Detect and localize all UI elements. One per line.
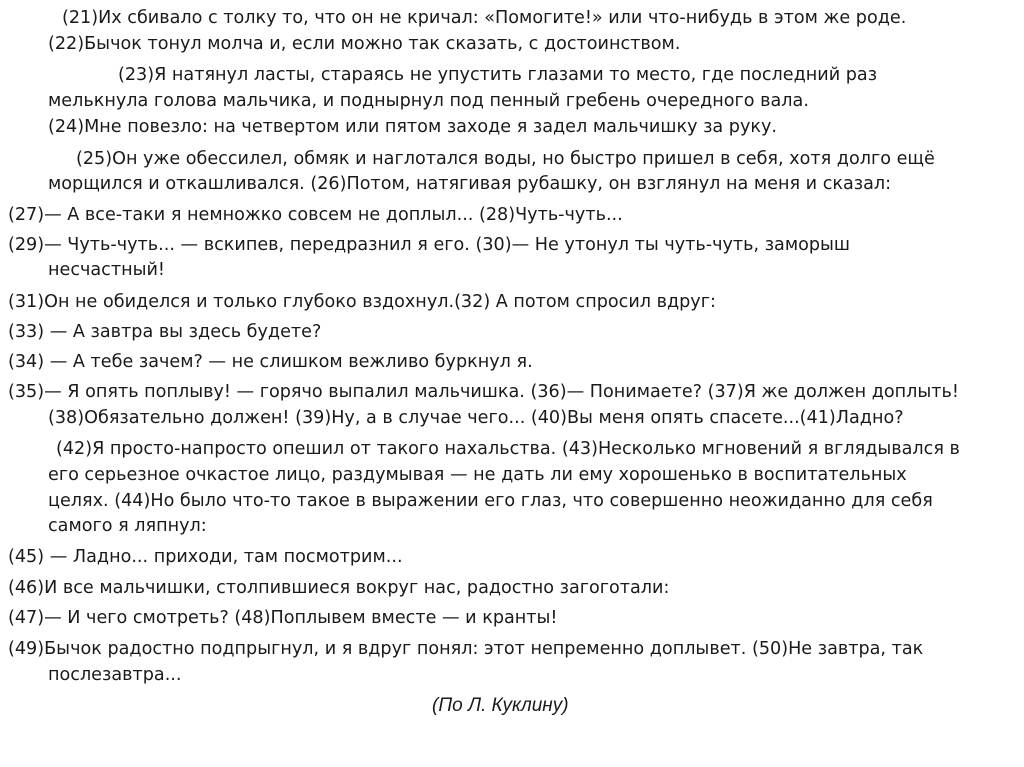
text-line-25-cont: морщился и откашливался. (26)Потом, натягивая рубашку, он взглянул на меня и сказал:: [48, 174, 892, 194]
text-line-29: (29)— Чуть-чуть... — вскипев, передразнил я его. (30)— Не утонул ты чуть-чуть, заморыш: [8, 235, 851, 255]
text-line-45: (45) — Ладно... приходи, там посмотрим...: [8, 547, 403, 567]
text-line-35: (35)— Я опять поплыву! — горячо выпалил мальчишка. (36)— Понимаете? (37)Я же должен доплыть!: [8, 382, 959, 402]
text-line-23-cont: мелькнула голова мальчика, и поднырнул под пенный гребень очередного вала.: [48, 91, 809, 111]
text-line-29-cont: несчастный!: [48, 260, 165, 280]
author-attribution: (По Л. Куклину): [432, 695, 569, 716]
text-line-24: (24)Мне повезло: на четвертом или пятом заходе я задел мальчишку за руку.: [48, 117, 778, 137]
text-line-27: (27)— А все-таки я немножко совсем не доплыл... (28)Чуть-чуть...: [8, 205, 623, 225]
text-line-46: (46)И все мальчишки, столпившиеся вокруг нас, радостно загоготали:: [8, 578, 670, 598]
text-line-33: (33) — А завтра вы здесь будете?: [8, 322, 322, 342]
text-line-23: (23)Я натянул ласты, стараясь не упустить глазами то место, где последний раз: [118, 65, 878, 85]
text-line-38: (38)Обязательно должен! (39)Ну, а в случае чего... (40)Вы меня опять спасете...(41)Ладно?: [48, 408, 904, 428]
text-line-47: (47)— И чего смотреть? (48)Поплывем вместе — и кранты!: [8, 608, 558, 628]
text-line-34: (34) — А тебе зачем? — не слишком вежливо буркнул я.: [8, 352, 533, 372]
text-line-49-cont: послезавтра...: [48, 665, 182, 685]
text-line-42: (42)Я просто-напросто опешил от такого нахальства. (43)Несколько мгновений я вглядывался в: [56, 439, 960, 459]
text-line-49: (49)Бычок радостно подпрыгнул, и я вдруг понял: этот непременно доплывет. (50)Не завтра, так: [8, 639, 924, 659]
text-line-25: (25)Он уже обессилел, обмяк и наглотался воды, но быстро пришел в себя, хотя долго ещё: [76, 149, 935, 169]
text-line-21: (21)Их сбивало с толку то, что он не кричал: «Помогите!» или что-нибудь в этом же роде.: [62, 8, 907, 28]
text-line-22: (22)Бычок тонул молча и, если можно так сказать, с достоинством.: [48, 34, 681, 54]
text-line-44-cont: самого я ляпнул:: [48, 516, 207, 536]
text-line-43-cont-1: его серьезное очкастое лицо, раздумывая — не дать ли ему хорошенько в воспитательных: [48, 465, 907, 485]
text-line-43-cont-2: целях. (44)Но было что-то такое в выражении его глаз, что совершенно неожиданно для себя: [48, 491, 933, 511]
text-line-31: (31)Он не обиделся и только глубоко вздохнул.(32) А потом спросил вдруг:: [8, 292, 716, 312]
